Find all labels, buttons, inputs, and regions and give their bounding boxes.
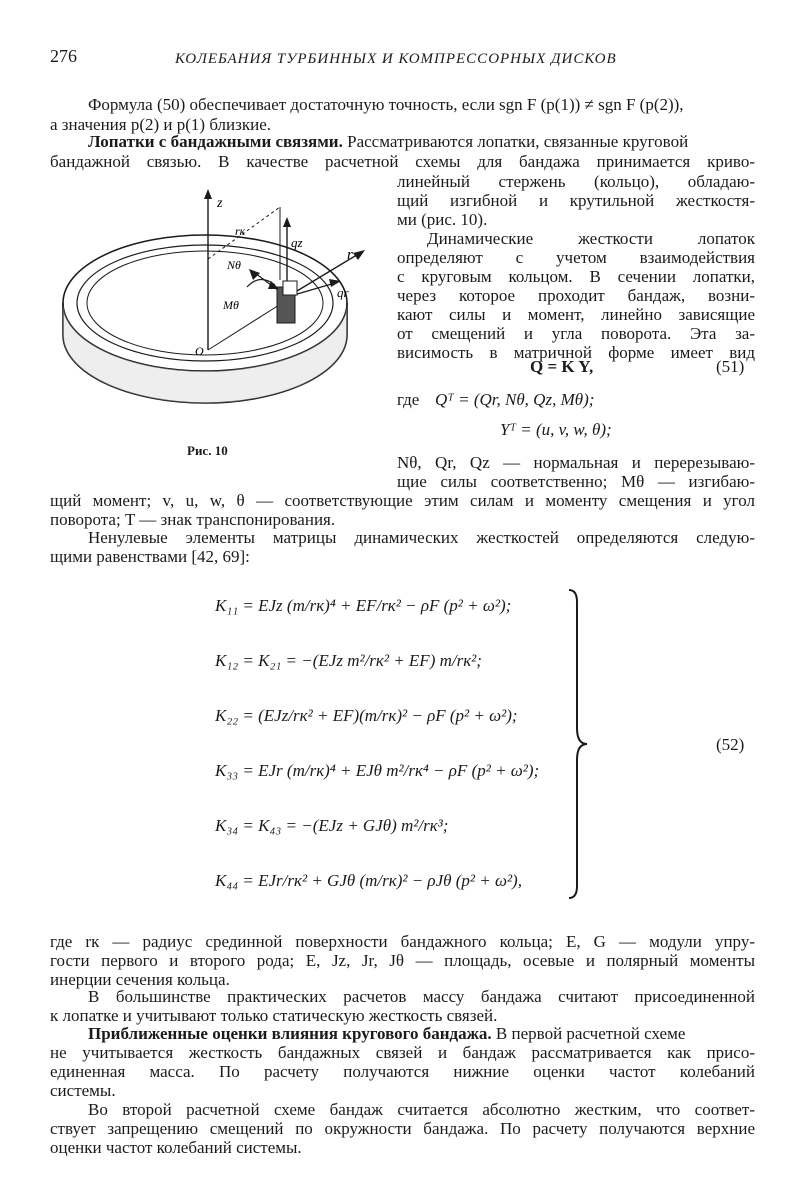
section1-line-10: кают силы и момент, линейно зависящие bbox=[397, 305, 755, 324]
running-title: КОЛЕБАНИЯ ТУРБИННЫХ И КОМПРЕССОРНЫХ ДИСКОВ bbox=[175, 51, 617, 67]
section1-line-1: Лопатки с бандажными связями. Рассматриваются лопатки, связанные круговой bbox=[88, 132, 689, 151]
eq-k22: K₂₂ = (EJz/rк² + EF)(m/rк)² − ρF (p² + ω²); bbox=[215, 706, 518, 725]
section1-line-8: с круговым кольцом. В сечении лопатки, bbox=[397, 267, 755, 286]
eq51-expression: Q = K Y, bbox=[530, 357, 594, 376]
eq52-number: (52) bbox=[716, 735, 745, 754]
section1-line-3: линейный стержень (кольцо), обладаю- bbox=[397, 172, 755, 191]
label-M: Mθ bbox=[223, 298, 239, 312]
eq-k11: K₁₁ = EJz (m/rк)⁴ + EF/rк² − ρF (p² + ω²); bbox=[215, 596, 512, 615]
label-qz: qz bbox=[291, 235, 303, 250]
section2-line-1: Приближенные оценки влияния кругового бандажа. В первой расчетной схеме bbox=[88, 1024, 686, 1043]
figure-ring-diagram bbox=[55, 185, 390, 450]
eq-k34: K₃₄ = K₄₃ = −(EJz + GJθ) m²/rк³; bbox=[215, 816, 449, 835]
para2-line-4: поворота; T — знак транспонирования. bbox=[50, 510, 336, 529]
para4-line-2: гости первого и второго рода; E, Jz, Jr, Jθ — площадь, осевые и полярный моменты bbox=[50, 951, 755, 970]
yt-definition: Yᵀ = (u, v, w, θ); bbox=[500, 420, 612, 439]
label-z: z bbox=[217, 196, 223, 211]
figure-caption: Рис. 10 bbox=[187, 443, 228, 458]
section1-line-5: ми (рис. 10). bbox=[397, 210, 488, 229]
para6-line-2: ствует запрещению смещений по окружности бандажа. По расчету получаются верхние bbox=[50, 1119, 755, 1138]
eq-k33: K₃₃ = EJr (m/rк)⁴ + EJθ m²/rк⁴ − ρF (p² + ω²); bbox=[215, 761, 540, 780]
section2-line-4: системы. bbox=[50, 1081, 116, 1100]
section1-line-4: щий изгибной и крутильной жесткостя- bbox=[397, 191, 755, 210]
para5-line-1: В большинстве практических расчетов массу бандажа считают присоединенной bbox=[88, 987, 755, 1006]
intro-line-2: а значения p(2) и p(1) близкие. bbox=[50, 115, 271, 134]
equation-brace bbox=[565, 588, 595, 900]
para5-line-2: к лопатке и учитывают только статическую жесткость связей. bbox=[50, 1006, 498, 1025]
para4-line-3: инерции сечения кольца. bbox=[50, 970, 230, 989]
para2-line-1: Nθ, Qr, Qz — нормальная и перерезываю- bbox=[397, 453, 755, 472]
eq-k12: K₁₂ = K₂₁ = −(EJz m²/rк² + EF) m/rк²; bbox=[215, 651, 482, 670]
eq-k44: K₄₄ = EJr/rк² + GJθ (m/rк)² − ρJθ (p² + ω²), bbox=[215, 871, 522, 890]
label-qr: qr bbox=[337, 285, 349, 300]
para6-line-1: Во второй расчетной схеме бандаж считается абсолютно жестким, что соответ- bbox=[88, 1100, 755, 1119]
para6-line-3: оценки частот колебаний системы. bbox=[50, 1138, 302, 1157]
section1-line-11: от смещений и угла поворота. Эта за- bbox=[397, 324, 755, 343]
section2-line-2: не учитывается жесткость бандажных связей и бандаж рассматривается как присо- bbox=[50, 1043, 755, 1062]
section1-line-12: висимость в матричной форме имеет вид bbox=[397, 343, 755, 362]
section1-line-7: определяют с учетом взаимодействия bbox=[397, 248, 755, 267]
section2-line-3: единенная масса. По расчету получаются нижние оценки частот колебаний bbox=[50, 1062, 755, 1081]
label-O: O bbox=[195, 344, 204, 358]
para2-line-2: щие силы соответственно; Mθ — изгибаю- bbox=[397, 472, 755, 491]
section1-heading: Лопатки с бандажными связями. bbox=[88, 132, 343, 151]
qt-definition: Qᵀ = (Qr, Nθ, Qz, Mθ); bbox=[435, 390, 595, 409]
section2-heading: Приближенные оценки влияния кругового бандажа. bbox=[88, 1024, 492, 1043]
label-N: Nθ bbox=[227, 258, 241, 272]
para4-line-1: где rк — радиус срединной поверхности бандажного кольца; E, G — модули упру- bbox=[50, 932, 755, 951]
eq51-number: (51) bbox=[716, 357, 745, 376]
intro-line-1: Формула (50) обеспечивает достаточную точность, если sgn F (p(1)) ≠ sgn F (p(2)), bbox=[88, 95, 684, 114]
label-rk: rк bbox=[235, 224, 246, 238]
where-label: где bbox=[397, 390, 420, 409]
page-number: 276 bbox=[50, 46, 77, 66]
section1-line-2: бандажной связью. В качестве расчетной схемы для бандажа принимается криво- bbox=[50, 152, 755, 171]
section1-line-6: Динамические жесткости лопаток bbox=[427, 229, 755, 248]
para3-line-1: Ненулевые элементы матрицы динамических жесткостей определяются следую- bbox=[88, 528, 755, 547]
para2-line-3: щий момент; v, u, w, θ — соответствующие этим силам и моменту смещения и угол bbox=[50, 491, 755, 510]
label-r: r bbox=[347, 247, 353, 263]
para3-line-2: щими равенствами [42, 69]: bbox=[50, 547, 250, 566]
section1-line-9: через которое проходит бандаж, возни- bbox=[397, 286, 755, 305]
